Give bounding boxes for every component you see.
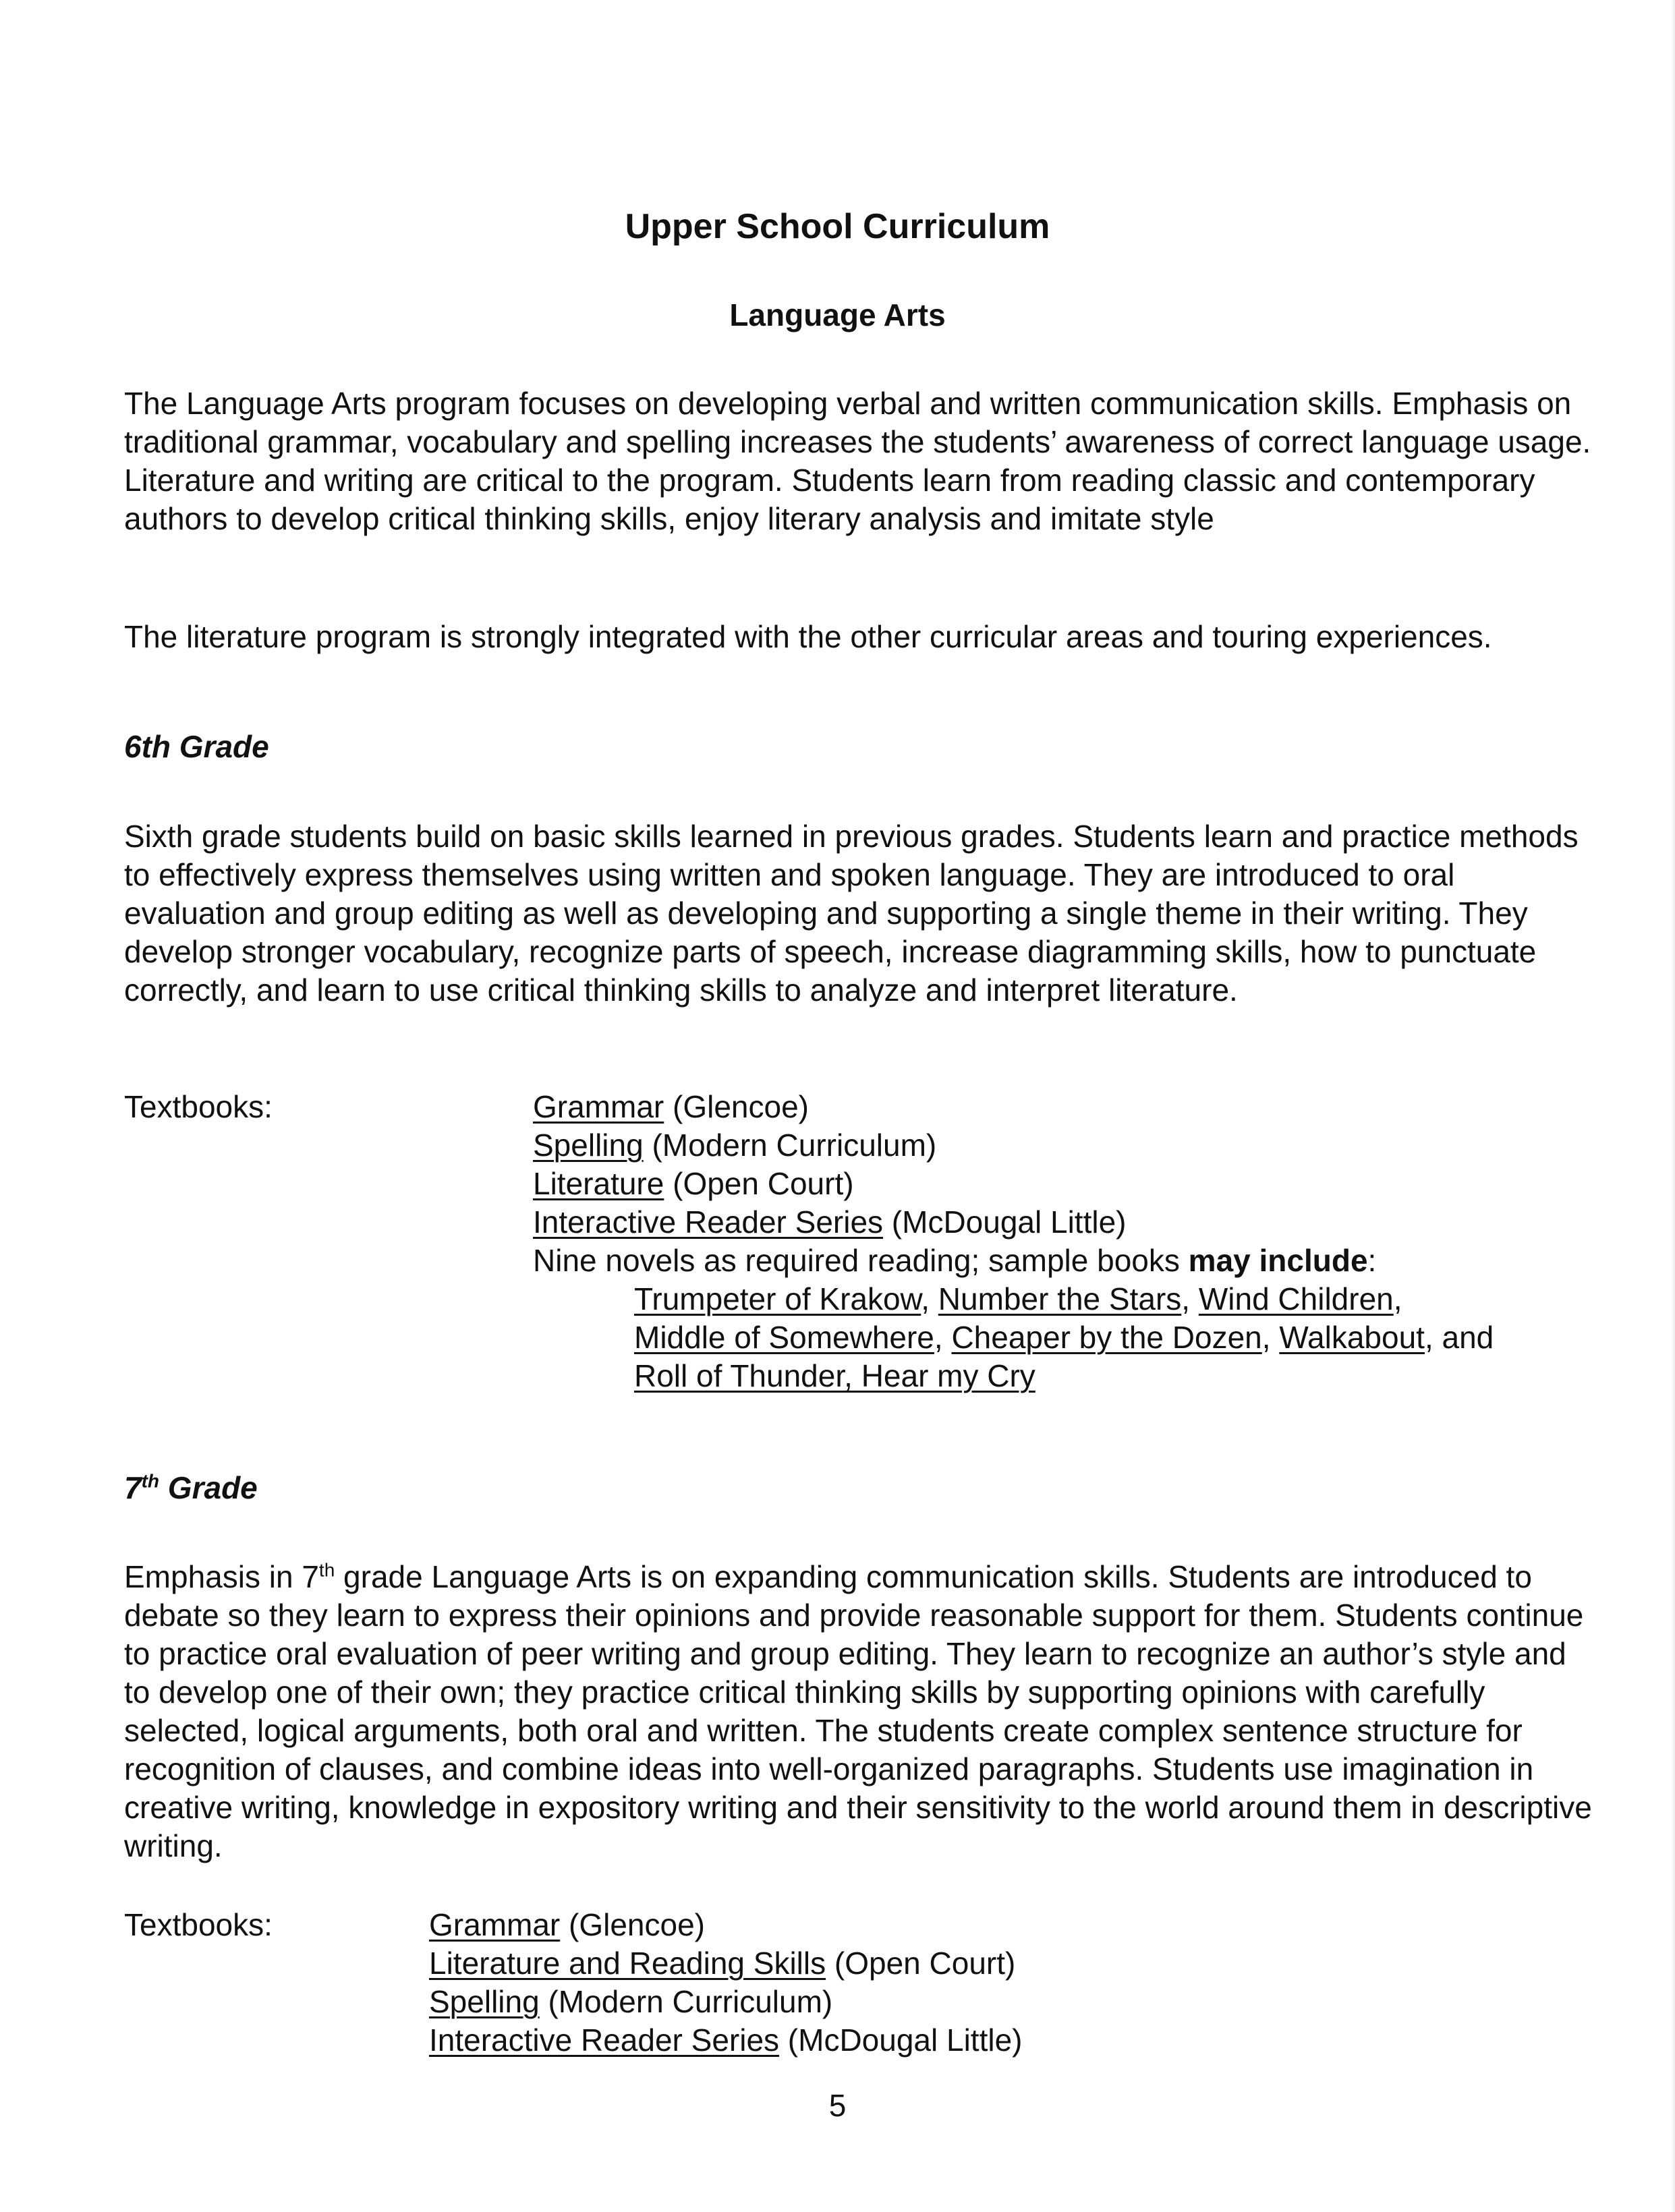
grade6-book-row <box>533 1126 1494 1165</box>
novel-separator: , <box>934 1320 952 1355</box>
book-title: Interactive Reader Series <box>429 2022 780 2058</box>
novel-and: , and <box>1424 1320 1494 1355</box>
grade6-textbook-list <box>533 1088 1494 1395</box>
novels-intro <box>533 1242 1494 1280</box>
page-number: 5 <box>828 2088 847 2123</box>
book-publisher: (McDougal Little) <box>779 2022 1023 2058</box>
novel-title: Trumpeter of Krakow <box>634 1281 921 1316</box>
grade7-book-row <box>429 1906 1022 1944</box>
novel-separator: , <box>921 1281 938 1316</box>
book-publisher: (Modern Curriculum) <box>539 1984 833 2019</box>
novel-title: Wind Children <box>1198 1281 1394 1316</box>
book-publisher: (Open Court) <box>826 1946 1016 1981</box>
grade7-textbooks-label: Textbooks: <box>124 1907 273 1942</box>
book-publisher: (McDougal Little) <box>883 1204 1127 1240</box>
grade7-textbook-list <box>429 1906 1022 2060</box>
novel-title: Roll of Thunder, Hear my Cry <box>634 1358 1035 1393</box>
grade7-text-rest: grade Language Arts is on expanding communication skills. Students are introduced to debate so they learn to express their opinions and provide reasonable support for them. Students continue to practice oral evaluation of peer writing and group editing. They learn to recognize an author’s style and to develop one of their own; they practice critical thinking skills by supporting opinions with carefully selected, logical arguments, both oral and written. The students create complex sentence structure for recognition of clauses, and combine ideas into well-organized paragraphs. Students use imagination in creative writing, knowledge in expository writing and their sensitivity to the world around them in descriptive writing. <box>124 1559 1592 1863</box>
grade7-heading-suffix: th <box>141 1470 160 1492</box>
grade6-heading: 6th Grade <box>124 729 269 764</box>
novel-title: Middle of Somewhere <box>634 1320 934 1355</box>
book-title: Grammar <box>533 1089 664 1124</box>
grade7-book-row <box>429 1944 1022 1983</box>
novel-title: Number the Stars <box>938 1281 1182 1316</box>
book-publisher: (Modern Curriculum) <box>643 1128 937 1163</box>
novels-intro-colon: : <box>1367 1243 1377 1278</box>
novel-title: Cheaper by the Dozen <box>951 1320 1262 1355</box>
page-title: Upper School Curriculum <box>625 207 1050 246</box>
grade7-text-start: Emphasis in 7 <box>124 1559 319 1594</box>
book-title: Literature and Reading Skills <box>429 1946 826 1981</box>
novel-row <box>533 1280 1494 1318</box>
novel-row <box>533 1318 1494 1357</box>
grade6-book-row <box>533 1165 1494 1203</box>
book-publisher: (Glencoe) <box>664 1089 809 1124</box>
book-publisher: (Open Court) <box>664 1166 854 1201</box>
grade7-heading-text: Grade <box>159 1470 258 1505</box>
novel-row <box>533 1357 1494 1395</box>
novel-separator: , <box>1393 1281 1402 1316</box>
book-title: Spelling <box>429 1984 540 2019</box>
book-title: Spelling <box>533 1128 644 1163</box>
book-title: Interactive Reader Series <box>533 1204 884 1240</box>
grade7-book-row <box>429 1983 1022 2021</box>
book-title: Grammar <box>429 1907 561 1942</box>
grade7-text-suffix: th <box>318 1559 335 1581</box>
novels-intro-text: Nine novels as required reading; sample books <box>533 1243 1189 1278</box>
grade6-book-row <box>533 1203 1494 1242</box>
book-publisher: (Glencoe) <box>560 1907 705 1942</box>
novel-separator: , <box>1181 1281 1199 1316</box>
grade7-paragraph <box>124 1558 1595 1865</box>
novels-intro-bold: may include <box>1188 1243 1368 1278</box>
section-title: Language Arts <box>729 297 946 332</box>
novel-separator: , <box>1261 1320 1280 1355</box>
novel-title: Walkabout <box>1279 1320 1425 1355</box>
book-title: Literature <box>533 1166 664 1201</box>
grade6-textbooks-label: Textbooks: <box>124 1089 273 1124</box>
grade6-paragraph: Sixth grade students build on basic skills learned in previous grades. Students learn and practice methods to effectively express themselves using written and spoken language. They are introduced to oral evaluation and group editing as well as developing and supporting a single theme in their writing. They develop stronger vocabulary, recognize parts of speech, increase diagramming skills, how to punctuate correctly, and learn to use critical thinking skills to analyze and interpret literature. <box>124 819 1579 1008</box>
intro-paragraph-2: The literature program is strongly integrated with the other curricular areas and touring experiences. <box>124 619 1492 654</box>
grade7-book-row <box>429 2021 1022 2060</box>
grade7-heading <box>124 1469 258 1507</box>
intro-paragraph-1: The Language Arts program focuses on developing verbal and written communication skills. Emphasis on traditional grammar, vocabulary and spelling increases the students’ awareness of correct language usage. Literature and writing are critical to the program. Students learn from reading classic and contemporary authors to develop critical thinking skills, enjoy literary analysis and imitate style <box>124 386 1591 536</box>
grade6-book-row <box>533 1088 1494 1126</box>
grade7-heading-number: 7 <box>124 1470 142 1505</box>
